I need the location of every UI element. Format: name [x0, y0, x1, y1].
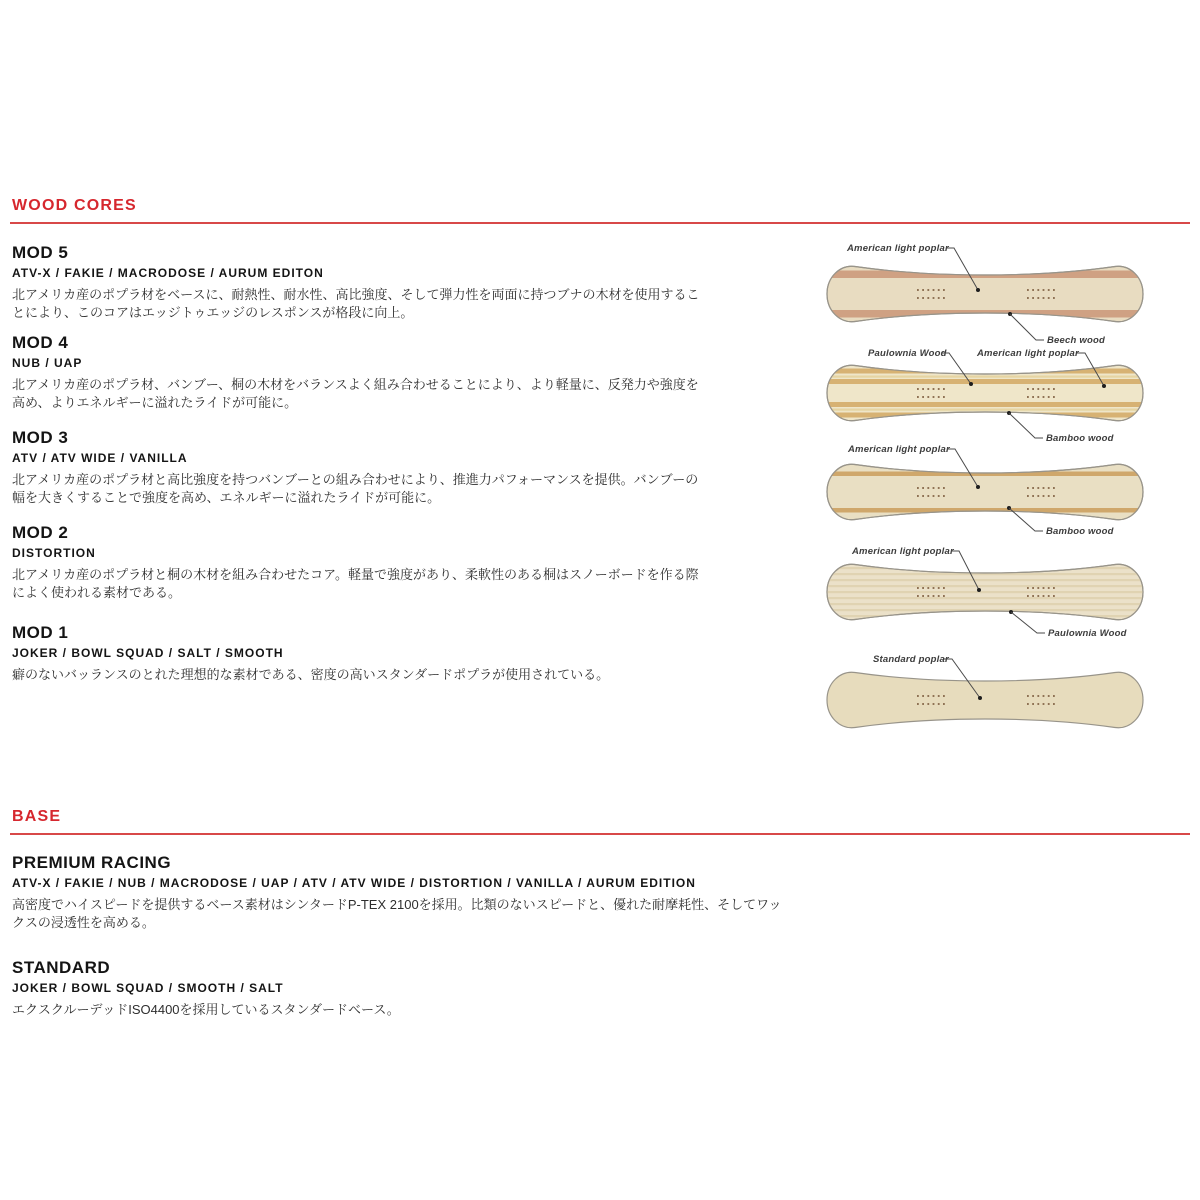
- premium-racing-models: ATV-X / FAKIE / NUB / MACRODOSE / UAP / ATV / ATV WIDE / DISTORTION / VANILLA / AURUM EDITION: [12, 876, 696, 890]
- mod4-block: [12, 334, 752, 412]
- mod1-models: JOKER / BOWL SQUAD / SALT / SMOOTH: [12, 646, 284, 660]
- mod2-models: DISTORTION: [12, 546, 96, 560]
- mod1-name: MOD 1: [12, 623, 69, 642]
- label-dot: [976, 288, 980, 292]
- mod2-description: 北アメリカ産のポプラ材と桐の木材を組み合わせたコア。軽量で強度があり、柔軟性のある桐はスノーボードを作る際によく使われる素材である。: [12, 567, 699, 600]
- board-shape-mod5: [825, 266, 1145, 321]
- mod5-block: [12, 244, 752, 322]
- label-paulownia-wood: Paulownia Wood: [868, 348, 947, 359]
- mod2-block: [12, 524, 752, 602]
- label-dot: [969, 382, 973, 386]
- leader-line: [1010, 314, 1044, 340]
- mod5-name: MOD 5: [12, 243, 69, 262]
- label-american-light-poplar: American light poplar: [852, 546, 954, 557]
- standard-description: エクスクルーデッドISO4400を採用しているスタンダードベース。: [12, 1002, 400, 1017]
- mod5-models: ATV-X / FAKIE / MACRODOSE / AURUM EDITON: [12, 266, 324, 280]
- premium-racing-name: PREMIUM RACING: [12, 853, 172, 872]
- board-diagram-mod5: [800, 240, 1170, 348]
- mod2-name: MOD 2: [12, 523, 69, 542]
- board-shape-mod3: [825, 464, 1145, 519]
- mod4-models: NUB / UAP: [12, 356, 83, 370]
- mod3-name: MOD 3: [12, 428, 69, 447]
- wood-cores-divider: [10, 222, 1190, 224]
- mod3-description: 北アメリカ産のポプラ材と高比強度を持つバンブーとの組み合わせにより、推進力パフォーマンスを提供。バンブーの幅を大きくすることで強度を高め、エネルギーに溢れたライドが可能に。: [12, 472, 699, 505]
- board-diagram-mod2: [800, 544, 1170, 648]
- board-shape-mod2: [825, 564, 1145, 619]
- mod3-models: ATV / ATV WIDE / VANILLA: [12, 451, 188, 465]
- mod1-description: 癖のないバッランスのとれた理想的な素材である、密度の高いスタンダードポプラが使用されている。: [12, 667, 610, 682]
- board-diagram-mod3: [800, 441, 1170, 549]
- label-dot: [978, 696, 982, 700]
- leader-line: [1011, 612, 1045, 633]
- premium-racing-block: [12, 854, 812, 932]
- mod4-description: 北アメリカ産のポプラ材、バンブー、桐の木材をバランスよく組み合わせることにより、より軽量に、反発力や強度を高め、よりエネルギーに溢れたライドが可能に。: [12, 377, 699, 410]
- label-american-light-poplar: American light poplar: [847, 243, 949, 254]
- board-diagram-mod1: [800, 652, 1170, 752]
- label-dot: [976, 485, 980, 489]
- standard-block: [12, 959, 752, 1019]
- leader-line: [1009, 413, 1043, 438]
- mod3-block: [12, 429, 752, 507]
- board-shape-mod1: [827, 672, 1143, 727]
- premium-racing-description: 高密度でハイスピードを提供するベース素材はシンタードP-TEX 2100を採用。比類のないスピードと、優れた耐摩耗性、そしてワックスの浸透性を高める。: [12, 897, 782, 930]
- base-title: BASE: [12, 808, 62, 825]
- label-dot: [977, 588, 981, 592]
- label-beech-wood: Beech wood: [1047, 335, 1105, 346]
- label-american-light-poplar: American light poplar: [848, 444, 950, 455]
- wood-cores-title: WOOD CORES: [12, 197, 137, 214]
- board-diagram-mod4: [800, 345, 1170, 450]
- label-paulownia-wood: Paulownia Wood: [1048, 628, 1127, 639]
- base-divider: [10, 833, 1190, 835]
- standard-models: JOKER / BOWL SQUAD / SMOOTH / SALT: [12, 981, 284, 995]
- label-american-light-poplar: American light poplar: [977, 348, 1079, 359]
- label-bamboo-wood: Bamboo wood: [1046, 433, 1114, 444]
- label-standard-poplar: Standard poplar: [873, 654, 949, 665]
- mod5-description: 北アメリカ産のポプラ材をベースに、耐熱性、耐水性、高比強度、そして弾力性を両面に持つブナの木材を使用することにより、このコアはエッジトゥエッジのレスポンスが格段に向上。: [12, 287, 700, 320]
- label-bamboo-wood: Bamboo wood: [1046, 526, 1114, 537]
- label-dot: [1102, 384, 1106, 388]
- mod1-block: [12, 624, 752, 684]
- standard-name: STANDARD: [12, 958, 111, 977]
- paulownia-grain: [825, 567, 1145, 617]
- mod4-name: MOD 4: [12, 333, 69, 352]
